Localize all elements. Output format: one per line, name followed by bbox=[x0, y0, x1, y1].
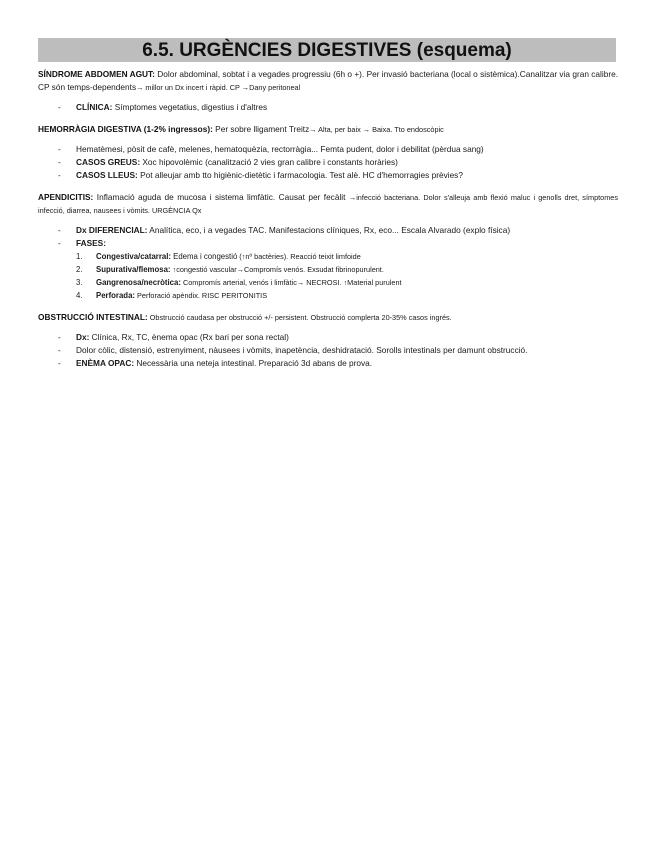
section-small-text: → Alta, per baix → Baixa. Tto endoscòpic bbox=[309, 125, 444, 134]
list-item bbox=[38, 169, 618, 182]
section-heading: SÍNDROME ABDOMEN AGUT: bbox=[38, 69, 155, 79]
item-text: Pot alleujar amb tto higiènic-dietètic i farmacologia. Test alè. HC d'hemorragies prèvies? bbox=[137, 170, 463, 180]
section-heading: OBSTRUCCIÓ INTESTINAL: bbox=[38, 312, 148, 322]
item-label: Dx: bbox=[76, 332, 90, 342]
item-text: Xoc hipovolèmic (canalització 2 vies gran calibre i constants horàries) bbox=[140, 157, 398, 167]
phase-label: Perforada: bbox=[96, 291, 135, 300]
section-text: Per sobre lligament Treitz bbox=[212, 124, 310, 134]
item-label: Dx DIFERENCIAL: bbox=[76, 225, 148, 235]
list-item bbox=[38, 143, 618, 156]
list-item bbox=[38, 101, 618, 114]
item-text: Clínica, Rx, TC, ènema opac (Rx bari per sona rectal) bbox=[89, 332, 289, 342]
item-text: Hematèmesi, pòsit de cafè, melenes, hematoquèzia, rectorràgia... Femta pudent, dolor i debilitat (pèrdua sang) bbox=[76, 144, 484, 154]
phase-text: Edema i congestió bbox=[170, 252, 238, 261]
section-obstruccio-intestinal bbox=[38, 311, 618, 324]
phase-number: 4. bbox=[76, 291, 83, 300]
section-list bbox=[38, 224, 618, 250]
phase-small-text: ↑congestió vascular→Compromís venós. Exsudat fibrinopurulent. bbox=[170, 265, 384, 274]
section-list bbox=[38, 101, 618, 114]
section-list bbox=[38, 143, 618, 182]
document-content bbox=[38, 68, 618, 370]
section-heading: APENDICITIS: bbox=[38, 192, 94, 202]
item-text: Necessària una neteja intestinal. Preparació 3d abans de prova. bbox=[134, 358, 373, 368]
section-text: Dolor abdominal, sobtat i a vegades progressiu (6h o +). Per invasió bacteriana (local o sistèmica).Canalitzar via gran calibre. CP són temps-dependents bbox=[38, 69, 619, 92]
section-list bbox=[38, 331, 618, 370]
item-text: Dolor còlic, distensió, estrenyiment, nàusees i vòmits, inapetència, deshidratació. Sorolls intestinals per damunt obstrucció. bbox=[76, 345, 528, 355]
section-hemorragia-digestiva bbox=[38, 123, 618, 136]
phase-item bbox=[38, 289, 618, 302]
list-item bbox=[38, 156, 618, 169]
phase-item bbox=[38, 250, 618, 263]
phases-list bbox=[38, 250, 618, 302]
phase-number: 1. bbox=[76, 252, 83, 261]
list-item bbox=[38, 344, 618, 357]
item-label: FASES: bbox=[76, 238, 106, 248]
section-sindrome-abdomen-agut bbox=[38, 68, 618, 94]
phase-item bbox=[38, 276, 618, 289]
section-text: Inflamació aguda de mucosa i sistema limfàtic. Causat per fecàlit bbox=[93, 192, 349, 202]
section-small-text: → millor un Dx incert i ràpid. CP →Dany peritoneal bbox=[136, 83, 301, 92]
list-item bbox=[38, 357, 618, 370]
list-item bbox=[38, 224, 618, 237]
item-label: ENÈMA OPAC: bbox=[76, 358, 135, 368]
phase-number: 3. bbox=[76, 278, 83, 287]
list-item bbox=[38, 237, 618, 250]
item-label: CASOS GREUS: bbox=[76, 157, 141, 167]
item-label: CASOS LLEUS: bbox=[76, 170, 138, 180]
phase-label: Supurativa/flemosa: bbox=[96, 265, 171, 274]
phase-small-text: Compromís arterial, venós i limfàtic→ NECROSI. ↑Material purulent bbox=[180, 278, 402, 287]
phase-small-text: Perforació apèndix. RISC PERITONITIS bbox=[135, 291, 268, 300]
phase-item bbox=[38, 263, 618, 276]
item-text: Símptomes vegetatius, digestius i d'altres bbox=[112, 102, 268, 112]
page-title: 6.5. URGÈNCIES DIGESTIVES (esquema) bbox=[38, 38, 616, 62]
section-apendicitis bbox=[38, 191, 618, 217]
section-small-text: Obstrucció caudasa per obstrucció +/- persistent. Obstrucció complerta 20-35% casos ingrés. bbox=[147, 313, 452, 322]
section-small-text: →infecció bacteriana. Dolor s'alleuja amb flexió maluc i genolls dret, símptomes infecció, diarrea, nausees i vòmits. URGÈNCIA Qx bbox=[38, 193, 618, 215]
phase-label: Gangrenosa/necròtica: bbox=[96, 278, 181, 287]
phase-number: 2. bbox=[76, 265, 83, 274]
item-label: CLÍNICA: bbox=[76, 102, 113, 112]
section-heading: HEMORRÀGIA DIGESTIVA (1-2% ingressos): bbox=[38, 124, 213, 134]
phase-label: Congestiva/catarral: bbox=[96, 252, 171, 261]
phase-small-text: (↑nº bactèries). Reacció teixit limfoide bbox=[237, 252, 361, 261]
list-item bbox=[38, 331, 618, 344]
item-text: Analítica, eco, i a vegades TAC. Manifestacions clíniques, Rx, eco... Escala Alvarado (explo física) bbox=[147, 225, 511, 235]
